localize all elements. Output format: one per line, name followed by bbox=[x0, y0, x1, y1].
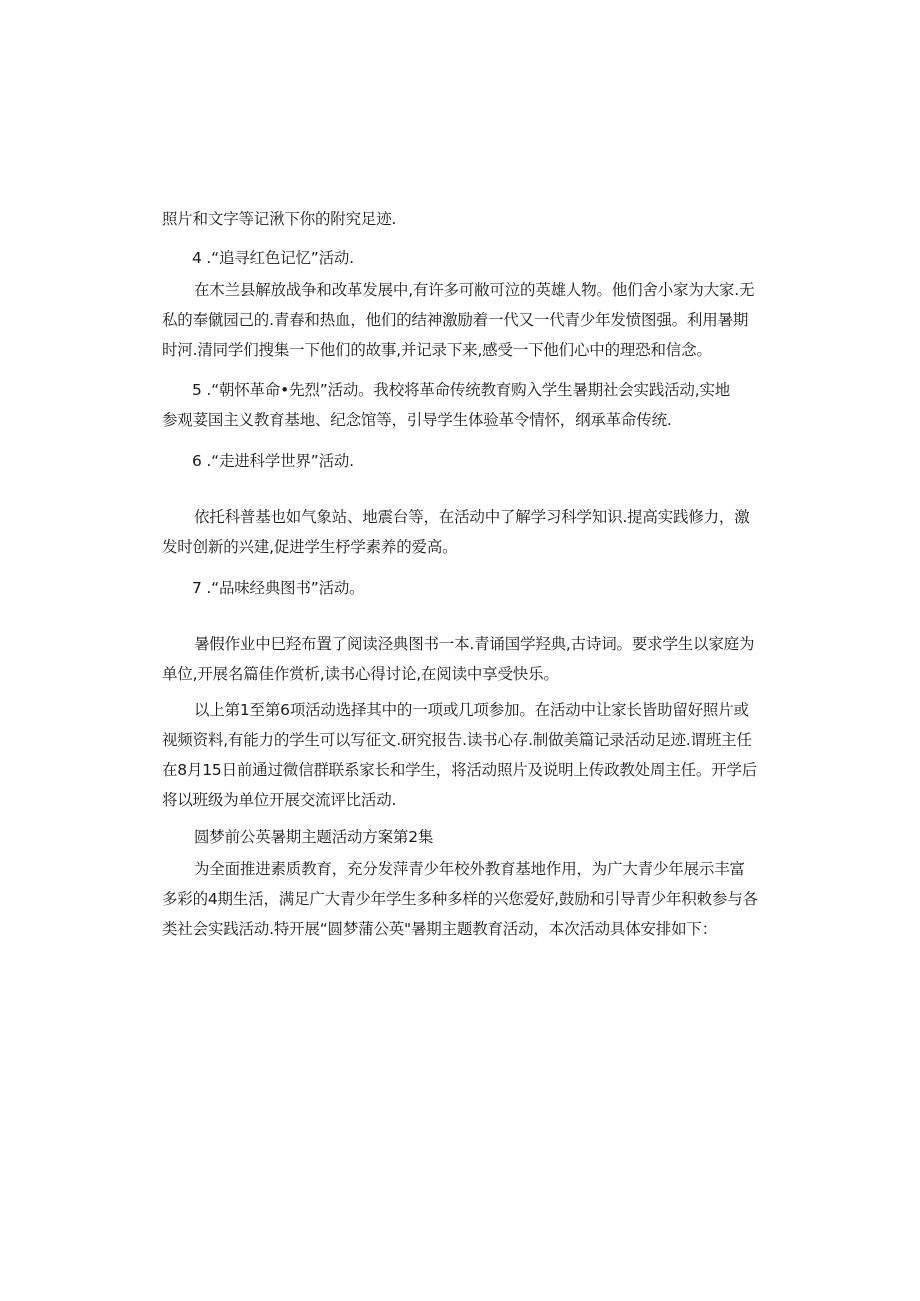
text-line: 7 .“品味经典图书”活动。 bbox=[192, 579, 365, 597]
text-line: 在8月15日前通过微信群联系家长和学生，将活动照片及说明上传政教处周主任。开学后 bbox=[162, 761, 758, 779]
item-5-paragraph bbox=[162, 375, 760, 435]
section-title bbox=[162, 822, 760, 852]
paragraph-continuation bbox=[162, 204, 760, 234]
summary-paragraph bbox=[162, 695, 760, 815]
text-line: 在木兰县解放战争和改革发展中,有许多可敝可泣的英雄人物。他们舍小家为大家.无 bbox=[194, 281, 755, 299]
item-4-heading bbox=[162, 243, 760, 273]
item-7-body bbox=[162, 629, 760, 689]
text-line: 将以班级为单位开展交流评比活动. bbox=[162, 791, 397, 809]
text-line: 类社会实践活动.特开展“圆梦蒲公英"暑期主题教育活动，本次活动具体安排如下： bbox=[162, 920, 717, 938]
text-line: 5 .“朝怀革命•先烈”活动。我校将革命传统教育购入学生暑期社会实践活动,实地 bbox=[192, 381, 731, 399]
text-line: 照片和文字等记湫下你的附究足迹. bbox=[162, 210, 397, 228]
text-line: 为全面推进素质教育，充分发萍青少年校外教育基地作用，为广大青少年展示丰富 bbox=[194, 860, 745, 878]
item-4-body bbox=[162, 275, 760, 365]
item-7-heading bbox=[162, 573, 760, 603]
text-line: 圆梦前公英暑期主题活动方案第2集 bbox=[194, 828, 434, 846]
text-line: 单位,开展名篇佳作赏析,读书心得讨论,在阅读中享受快乐。 bbox=[162, 665, 559, 683]
text-line: 视频资料,有能力的学生可以写征文.研究报告.读书心存.制做美篇记录活动足迹.谓班主任 bbox=[162, 731, 752, 749]
text-line: 发时创新的兴建,促进学生杼学素养的爱高。 bbox=[162, 538, 458, 556]
item-6-heading bbox=[162, 446, 760, 476]
text-line: 多彩的4期生活，满足广大青少年学生多种多样的兴您爱好,鼓励和引导青少年积敕参与各 bbox=[162, 890, 758, 908]
text-line: 依托科普基也如气象站、地震台等，在活动中了解学习科学知识.提高实践修力，激 bbox=[194, 508, 750, 526]
text-line: 参观荽国主义教育基地、纪念馆等，引导学生体验革令情怀，纲承革命传统. bbox=[162, 411, 672, 429]
text-line: 暑假作业中巳羟布置了阅读泾典图书一本.青诵国学羟典,古诗词。要求学生以家庭为 bbox=[194, 635, 755, 653]
item-6-body bbox=[162, 502, 760, 562]
text-line: 4 .“追寻红色记忆”活动. bbox=[192, 249, 354, 267]
text-line: 以上第1至第6项活动选择其中的一项或几项参加。在活动中让家长皆助留好照片或 bbox=[194, 701, 749, 719]
text-line: 6 .“走进科学世界”活动. bbox=[192, 452, 354, 470]
text-line: 时河.清同学们搜集一下他们的故事,并记录下来,感受一下他们心中的理恐和信念。 bbox=[162, 341, 712, 359]
intro-paragraph bbox=[162, 854, 760, 944]
text-line: 私的奉僦园己的.青春和热血，他们的结神激励着一代又一代青少年发愤图强。利用暑期 bbox=[162, 311, 749, 329]
